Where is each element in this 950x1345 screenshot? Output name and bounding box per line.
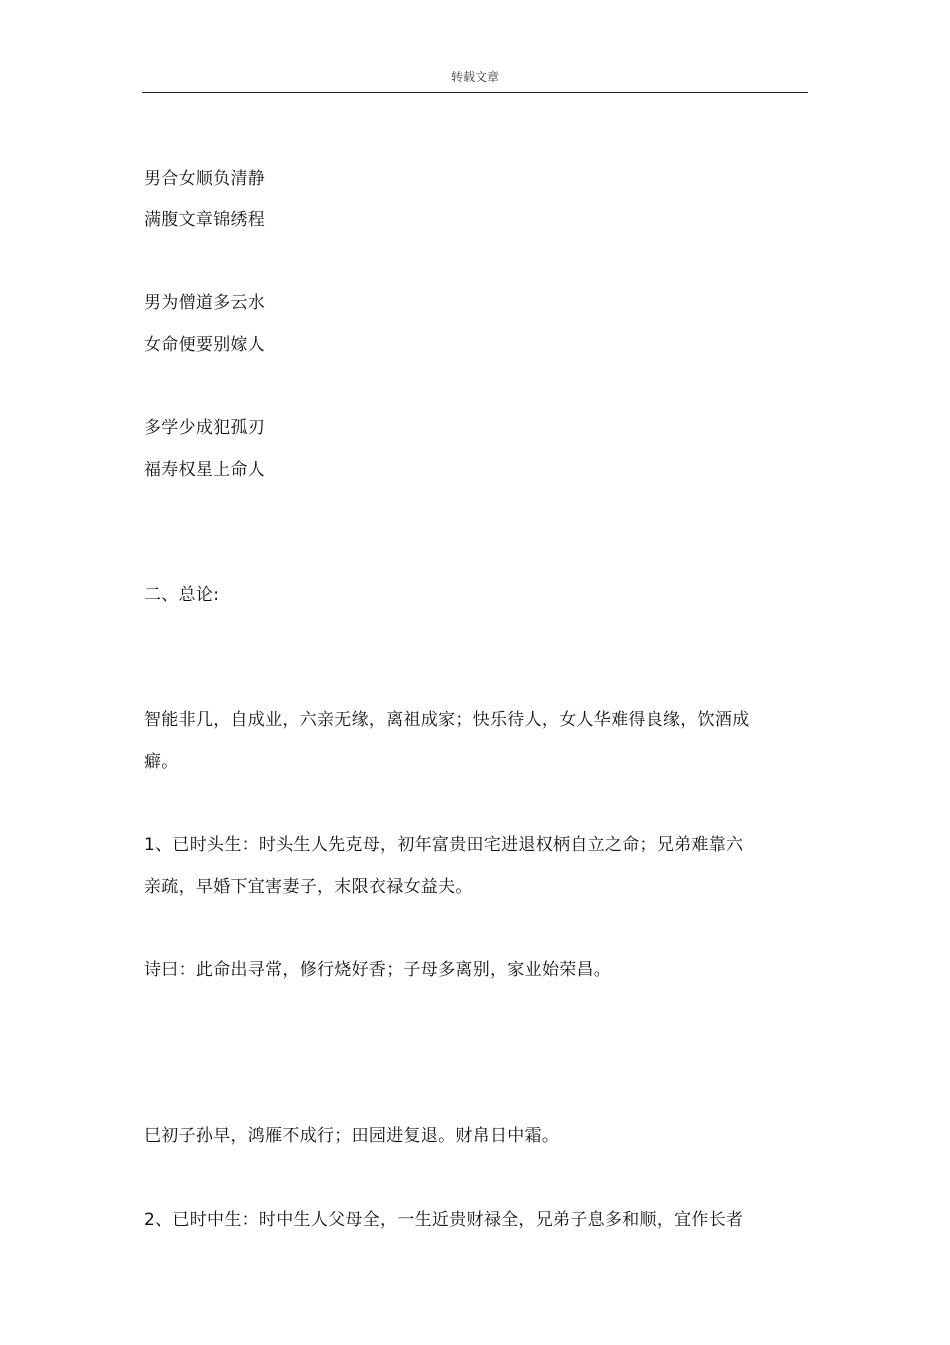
page-header (142, 66, 808, 93)
poem-line: 福寿权星上命人 (144, 460, 266, 480)
paragraph-line: 1、已时头生：时头生人先克母，初年富贵田宅进退权柄自立之命；兄弟难靠六 (144, 835, 744, 855)
paragraph-line: 2、已时中生：时中生人父母全，一生近贵财禄全，兄弟子息多和顺，宜作长者 (144, 1210, 744, 1230)
paragraph-line: 智能非几，自成业，六亲无缘，离祖成家；快乐待人，女人华难得良缘，饮酒成 (144, 710, 750, 730)
paragraph-line: 亲疏，早婚下宜害妻子，末限衣禄女益夫。 (144, 877, 473, 897)
poem-line: 女命便要别嫁人 (144, 335, 266, 355)
poem-line: 男为僧道多云水 (144, 293, 266, 313)
paragraph-line: 癖。 (144, 752, 179, 772)
poem-line: 满腹文章锦绣程 (144, 210, 266, 230)
poem-line: 多学少成犯孤刃 (144, 418, 266, 438)
poem-line: 男合女顺负清静 (144, 169, 266, 189)
section-heading: 二、总论: (144, 585, 220, 605)
header-title: 转载文章 (450, 70, 499, 84)
paragraph-line: 诗曰：此命出寻常，修行烧好香；子母多离别，家业始荣昌。 (144, 960, 612, 980)
paragraph-line: 巳初子孙早，鸿雁不成行；田园进复退。财帛日中霜。 (144, 1126, 560, 1146)
